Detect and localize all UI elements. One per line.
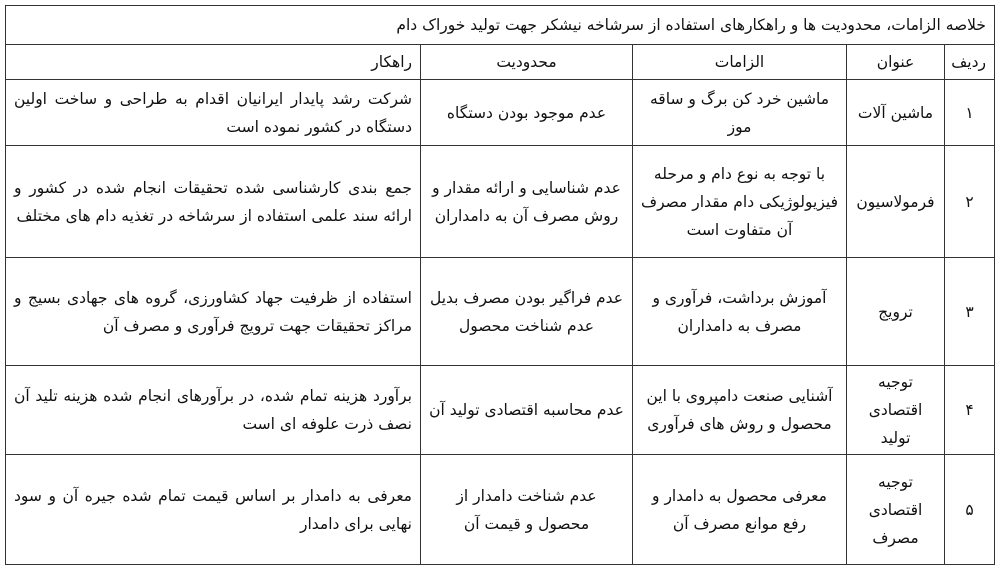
table-row: [6, 366, 995, 455]
table-row: [6, 80, 995, 146]
row-title: توجیه اقتصادی مصرف: [847, 455, 945, 565]
row-title: فرمولاسیون: [847, 146, 945, 258]
table-row: [6, 146, 995, 258]
header-solution: راهکار: [6, 45, 421, 80]
row-limitation: عدم موجود بودن دستگاه: [421, 80, 633, 146]
title-row: [6, 6, 995, 45]
header-limitation: محدودیت: [421, 45, 633, 80]
row-number: ۲: [945, 146, 995, 258]
table-title: خلاصه الزامات، محدودیت ها و راهکارهای استفاده از سرشاخه نیشکر جهت تولید خوراک دام: [6, 6, 995, 45]
row-number: ۳: [945, 258, 995, 366]
row-solution: معرفی به دامدار بر اساس قیمت تمام شده جیره آن و سود نهایی برای دامدار: [6, 455, 421, 565]
row-title: ماشین آلات: [847, 80, 945, 146]
row-title: توجیه اقتصادی تولید: [847, 366, 945, 455]
row-limitation: عدم فراگیر بودن مصرف بدیل عدم شناخت محصول: [421, 258, 633, 366]
row-number: ۴: [945, 366, 995, 455]
row-requirements: آموزش برداشت، فرآوری و مصرف به دامداران: [633, 258, 847, 366]
row-solution: شرکت رشد پایدار ایرانیان اقدام به طراحی و ساخت اولین دستگاه در کشور نموده است: [6, 80, 421, 146]
summary-table: [5, 5, 995, 565]
row-solution: استفاده از ظرفیت جهاد کشاورزی، گروه های جهادی بسیج و مراکز تحقیقات جهت ترویج فرآوری و مصرف آن: [6, 258, 421, 366]
row-limitation: عدم محاسبه اقتصادی تولید آن: [421, 366, 633, 455]
row-requirements: معرفی محصول به دامدار و رفع موانع مصرف آن: [633, 455, 847, 565]
header-row-number: ردیف: [945, 45, 995, 80]
header-title: عنوان: [847, 45, 945, 80]
row-requirements: ماشین خرد کن برگ و ساقه موز: [633, 80, 847, 146]
row-limitation: عدم شناسایی و ارائه مقدار و روش مصرف آن به دامداران: [421, 146, 633, 258]
row-solution: برآورد هزینه تمام شده، در برآورهای انجام شده هزینه تلید آن نصف ذرت علوفه ای است: [6, 366, 421, 455]
row-title: ترویج: [847, 258, 945, 366]
row-solution: جمع بندی کارشناسی شده تحقیقات انجام شده در کشور و ارائه سند علمی استفاده از سرشاخه در تغذیه دام های مختلف: [6, 146, 421, 258]
table-row: [6, 455, 995, 565]
row-requirements: با توجه به نوع دام و مرحله فیزیولوژیکی دام مقدار مصرف آن متفاوت است: [633, 146, 847, 258]
row-number: ۵: [945, 455, 995, 565]
row-number: ۱: [945, 80, 995, 146]
row-requirements: آشنایی صنعت دامپروی با این محصول و روش های فرآوری: [633, 366, 847, 455]
header-requirements: الزامات: [633, 45, 847, 80]
row-limitation: عدم شناخت دامدار از محصول و قیمت آن: [421, 455, 633, 565]
table-row: [6, 258, 995, 366]
header-row: [6, 45, 995, 80]
